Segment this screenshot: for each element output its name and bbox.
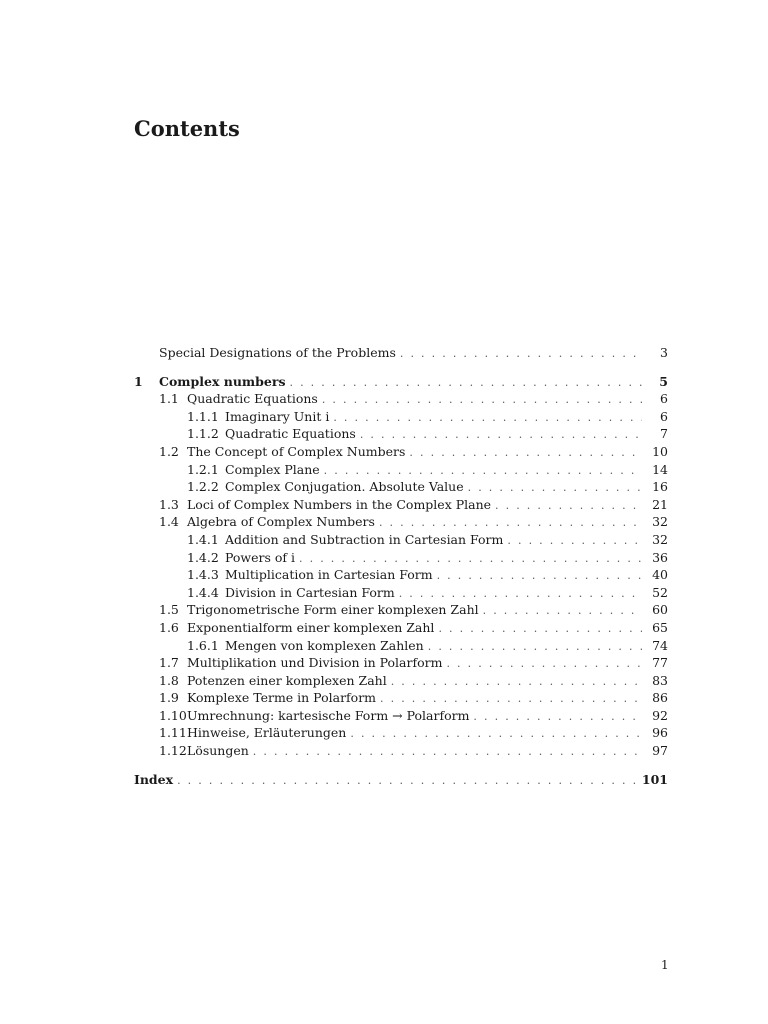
- toc-entry-number: 1.4.3: [187, 567, 219, 583]
- toc-entry-number: 1.1: [159, 391, 179, 407]
- toc-entry-title: Algebra of Complex Numbers: [187, 514, 375, 530]
- toc-entry-title: Complex numbers: [159, 373, 286, 389]
- toc-entry-number: 1.8: [159, 672, 179, 688]
- toc-entry-title: Mengen von komplexen Zahlen: [225, 637, 424, 653]
- toc-entry-number: 1.10: [159, 707, 187, 723]
- toc-entry[interactable]: [134, 478, 668, 496]
- toc-entry-page: 96: [652, 725, 668, 741]
- dot-leader: [409, 444, 642, 462]
- toc-entry-page: 7: [660, 426, 668, 442]
- toc-entry-number: 1: [134, 373, 143, 389]
- dot-leader: [473, 708, 642, 726]
- dot-leader: [333, 409, 642, 427]
- toc-entry-number: 1.5: [159, 602, 179, 618]
- toc-entry-page: 83: [652, 672, 668, 688]
- dot-leader: [437, 567, 642, 585]
- toc-entry[interactable]: [134, 771, 668, 789]
- toc-entry-title: Loci of Complex Numbers in the Complex Plane: [187, 496, 492, 512]
- toc-entry-number: 1.11: [159, 725, 187, 741]
- dot-leader: [322, 391, 642, 409]
- toc-entry-page: 21: [652, 496, 668, 512]
- toc-entry[interactable]: [134, 689, 668, 707]
- toc-entry-title: Quadratic Equations: [225, 426, 356, 442]
- toc-entry-title: Multiplication in Cartesian Form: [225, 567, 433, 583]
- toc-entry-title: Addition and Subtraction in Cartesian Form: [225, 531, 504, 547]
- toc-entry-page: 32: [652, 514, 668, 530]
- toc-entry-title: Lösungen: [187, 743, 249, 759]
- dot-leader: [380, 690, 642, 708]
- toc-entry-number: 1.12: [159, 743, 187, 759]
- toc-entry-number: 1.2: [159, 443, 179, 459]
- dot-leader: [289, 374, 642, 392]
- toc-entry-page: 86: [652, 690, 668, 706]
- toc-entry-number: 1.4.2: [187, 549, 219, 565]
- toc-entry-page: 5: [659, 373, 668, 389]
- dot-leader: [391, 673, 642, 691]
- toc-entry[interactable]: [134, 344, 668, 362]
- toc-entry-number: 1.2.1: [187, 461, 219, 477]
- toc-entry-title: Imaginary Unit i: [225, 408, 330, 424]
- toc-entry-page: 6: [660, 408, 668, 424]
- toc-entry-page: 16: [652, 479, 668, 495]
- toc-entry-page: 65: [652, 619, 668, 635]
- toc-entry-page: 32: [652, 531, 668, 547]
- dot-leader: [399, 585, 642, 603]
- table-of-contents: [134, 344, 668, 788]
- dot-leader: [428, 638, 642, 656]
- toc-entry-title: Trigonometrische Form einer komplexen Zahl: [187, 602, 479, 618]
- toc-entry-page: 74: [652, 637, 668, 653]
- toc-entry[interactable]: [134, 672, 668, 690]
- page-number: 1: [661, 958, 669, 972]
- toc-entry-title: Komplexe Terme in Polarform: [187, 690, 377, 706]
- dot-leader: [253, 743, 642, 761]
- dot-leader: [177, 772, 638, 790]
- toc-entry[interactable]: [134, 373, 668, 391]
- dot-leader: [400, 345, 642, 363]
- dot-leader: [483, 602, 642, 620]
- toc-entry[interactable]: [134, 566, 668, 584]
- toc-entry-page: 10: [652, 443, 668, 459]
- toc-entry[interactable]: [134, 707, 668, 725]
- toc-entry[interactable]: [134, 408, 668, 426]
- toc-entry-number: 1.4.1: [187, 531, 219, 547]
- dot-leader: [446, 655, 642, 673]
- toc-entry-number: 1.4: [159, 514, 179, 530]
- dot-leader: [507, 532, 642, 550]
- toc-entry-title: Hinweise, Erläuterungen: [187, 725, 347, 741]
- toc-entry-title: Division in Cartesian Form: [225, 584, 395, 600]
- dot-leader: [468, 479, 642, 497]
- toc-entry-page: 14: [652, 461, 668, 477]
- toc-entry-title: Multiplikation und Division in Polarform: [187, 655, 443, 671]
- toc-entry[interactable]: [134, 461, 668, 479]
- toc-entry-page: 92: [652, 707, 668, 723]
- toc-entry-title: Umrechnung: kartesische Form → Polarform: [187, 707, 470, 723]
- toc-entry-title: Index: [134, 771, 174, 787]
- toc-entry[interactable]: [134, 443, 668, 461]
- toc-entry[interactable]: [134, 496, 668, 514]
- dot-leader: [438, 620, 642, 638]
- toc-entry-number: 1.4.4: [187, 584, 219, 600]
- page-title: Contents: [134, 116, 240, 141]
- toc-entry[interactable]: [134, 513, 668, 531]
- toc-entry[interactable]: [134, 549, 668, 567]
- toc-entry-title: Potenzen einer komplexen Zahl: [187, 672, 387, 688]
- toc-entry-title: Complex Conjugation. Absolute Value: [225, 479, 464, 495]
- toc-entry-title: Special Designations of the Problems: [159, 345, 396, 360]
- toc-entry-page: 40: [652, 567, 668, 583]
- toc-entry-title: The Concept of Complex Numbers: [187, 443, 406, 459]
- toc-entry[interactable]: [134, 637, 668, 655]
- toc-entry[interactable]: [134, 724, 668, 742]
- toc-entry-page: 3: [660, 345, 668, 360]
- toc-entry[interactable]: [134, 742, 668, 760]
- toc-entry[interactable]: [134, 584, 668, 602]
- toc-entry[interactable]: [134, 601, 668, 619]
- toc-entry-page: 52: [652, 584, 668, 600]
- toc-entry-page: 6: [660, 391, 668, 407]
- toc-entry[interactable]: [134, 531, 668, 549]
- dot-leader: [299, 550, 642, 568]
- toc-entry-title: Exponentialform einer komplexen Zahl: [187, 619, 435, 635]
- toc-entry-number: 1.2.2: [187, 479, 219, 495]
- toc-entry-number: 1.7: [159, 655, 179, 671]
- toc-entry-title: Quadratic Equations: [187, 391, 318, 407]
- toc-entry-title: Powers of i: [225, 549, 296, 565]
- toc-entry-page: 101: [641, 771, 668, 787]
- toc-entry-page: 77: [652, 655, 668, 671]
- toc-entry-number: 1.1.2: [187, 426, 219, 442]
- dot-leader: [379, 514, 642, 532]
- toc-entry[interactable]: [134, 654, 668, 672]
- toc-entry-number: 1.3: [159, 496, 179, 512]
- dot-leader: [324, 462, 642, 480]
- toc-entry-page: 36: [652, 549, 668, 565]
- toc-entry-page: 60: [652, 602, 668, 618]
- toc-entry-title: Complex Plane: [225, 461, 320, 477]
- toc-entry-number: 1.1.1: [187, 408, 219, 424]
- toc-entry-number: 1.9: [159, 690, 179, 706]
- toc-entry-number: 1.6.1: [187, 637, 219, 653]
- toc-entry[interactable]: [134, 619, 668, 637]
- dot-leader: [360, 426, 642, 444]
- dot-leader: [495, 497, 642, 515]
- toc-entry[interactable]: [134, 390, 668, 408]
- toc-entry-page: 97: [652, 743, 668, 759]
- dot-leader: [350, 725, 642, 743]
- toc-entry-number: 1.6: [159, 619, 179, 635]
- toc-entry[interactable]: [134, 425, 668, 443]
